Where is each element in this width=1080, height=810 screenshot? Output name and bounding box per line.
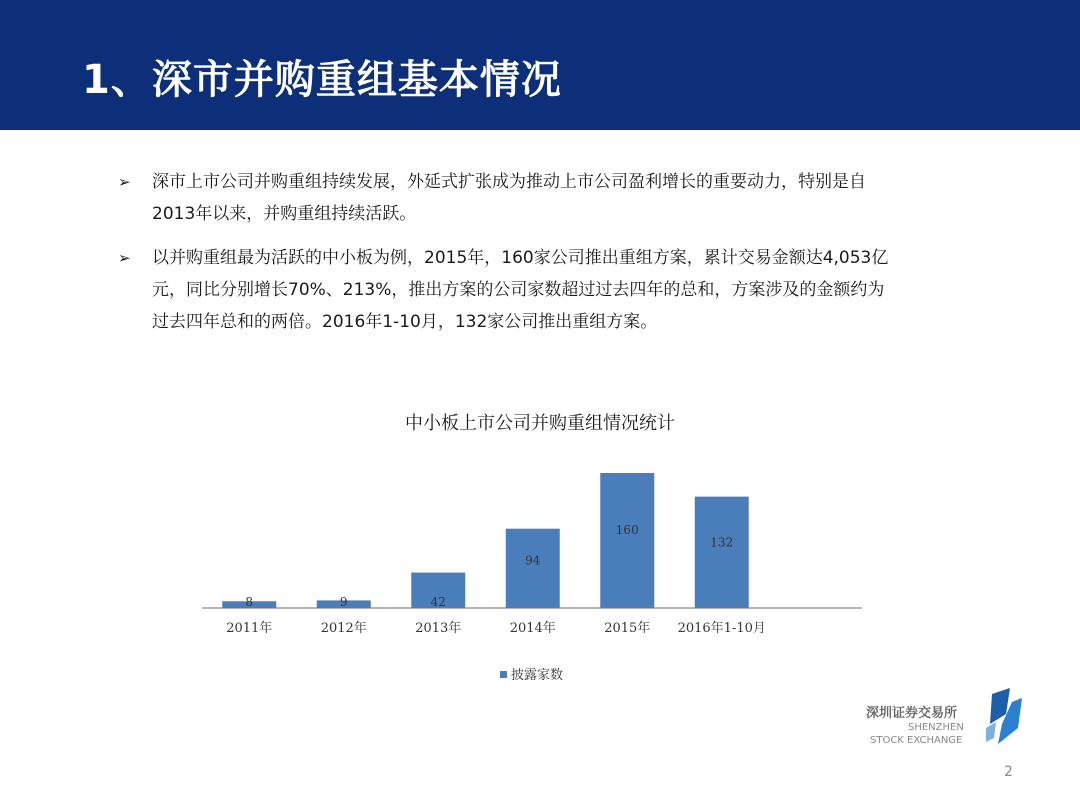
exchange-logo-icon	[984, 688, 1024, 746]
chart-title: 中小板上市公司并购重组情况统计	[405, 413, 675, 434]
data-label: 8	[245, 595, 254, 609]
page-number: 2	[1004, 764, 1013, 780]
bar	[600, 473, 654, 608]
logo-name-en: STOCK EXCHANGE	[870, 735, 963, 746]
x-tick-label: 2012年	[320, 621, 367, 636]
x-tick-label: 2014年	[509, 621, 556, 636]
legend-swatch	[500, 671, 507, 678]
bar	[506, 529, 560, 608]
legend-label: 披露家数	[511, 668, 564, 683]
bullet-list	[118, 166, 898, 350]
data-label: 9	[339, 595, 348, 609]
data-label: 160	[615, 522, 639, 537]
data-label: 132	[710, 535, 734, 550]
x-tick-label: 2015年	[604, 621, 651, 636]
arrow-bullet-icon: ➢	[118, 173, 131, 191]
data-label: 94	[525, 553, 541, 568]
slide-title: 1、深市并购重组基本情况	[82, 57, 562, 103]
logo-name-en: SHENZHEN	[908, 722, 964, 733]
bullet-item	[118, 242, 898, 338]
x-tick-label: 2013年	[415, 621, 462, 636]
x-tick-label: 2011年	[226, 621, 273, 636]
x-tick-label: 2016年1-10月	[677, 621, 766, 636]
data-label: 42	[430, 595, 446, 609]
bullet-text: 以并购重组最为活跃的中小板为例，2015年，160家公司推出重组方案，累计交易金额达4,053亿元，同比分别增长70%、213%，推出方案的公司家数超过过去四年的总和，方案涉及的金额约为过去四年总和的两倍。2016年1-10月，132家公司推出重组方案。	[152, 248, 889, 332]
bar	[695, 497, 749, 608]
bullet-item	[118, 166, 898, 230]
logo-name-cn: 深圳证券交易所	[866, 706, 958, 721]
sse-logo	[866, 688, 1026, 752]
bullet-text: 深市上市公司并购重组持续发展，外延式扩张成为推动上市公司盈利增长的重要动力，特别是自2013年以来，并购重组持续活跃。	[152, 172, 866, 224]
arrow-bullet-icon: ➢	[118, 249, 131, 267]
bar-chart	[0, 440, 1080, 700]
